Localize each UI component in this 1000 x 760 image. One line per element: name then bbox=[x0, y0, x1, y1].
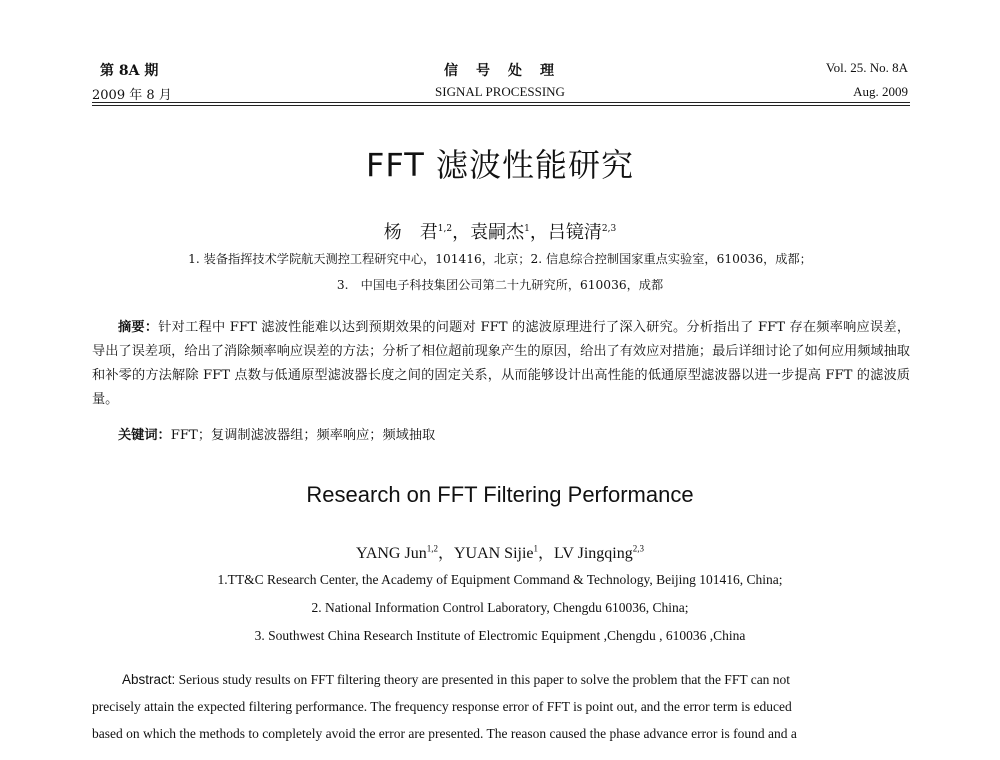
affiliation-en-line-1: 1.TT&C Research Center, the Academy of Equipment Command & Technology, Beijing 101416, China; bbox=[217, 572, 783, 587]
issue-month: Aug. 2009 bbox=[853, 84, 908, 99]
author-2-affil-en: 1 bbox=[533, 543, 539, 554]
author-3-en: ，LV Jingqing bbox=[538, 545, 633, 562]
author-2-affil-cn: 1 bbox=[524, 224, 530, 234]
journal-title-en: SIGNAL PROCESSING bbox=[435, 84, 565, 99]
author-2-en: ，YUAN Sijie bbox=[437, 545, 534, 562]
keywords-cn-label: 关键词： bbox=[118, 428, 171, 443]
affiliation-cn-line-2: 3. 中国电子科技集团公司第二十九研究所，610036，成都 bbox=[336, 278, 664, 292]
journal-title-cn: 信 号 处 理 bbox=[444, 63, 556, 79]
author-1-affil-cn: 1,2 bbox=[437, 224, 453, 234]
authors-cn bbox=[0, 218, 1000, 244]
issue-date: 2009 年 8 月 bbox=[92, 88, 172, 103]
affiliation-en-line-2: 2. National Information Control Laboratory, Chengdu 610036, China; bbox=[311, 600, 689, 615]
abstract-cn-text: 针对工程中 FFT 滤波性能难以达到预期效果的问题对 FFT 的滤波原理进行了深入研究。分析指出了 FFT 存在频率响应误差，导出了误差项，给出了消除频率响应误差的方法；分析了相位超前现象产生的原因，给出了有效应对措施；最后详细讨论了如何应用频域抽取和补零的方法解除 FFT 点数与低通原型滤波器长度之间的固定关系，从而能够设计出高性能的低通原型滤波器以进一步提高 FFT 的滤波质量。 bbox=[92, 320, 911, 407]
keywords-cn bbox=[92, 424, 910, 448]
authors-en bbox=[0, 540, 1000, 563]
author-1-cn: 杨 君 bbox=[383, 222, 438, 243]
paper-title-en: Research on FFT Filtering Performance bbox=[306, 482, 694, 507]
author-3-affil-en: 2,3 bbox=[632, 543, 644, 554]
keywords-cn-text: FFT；复调制滤波器组；频率响应；频域抽取 bbox=[170, 428, 436, 443]
abstract-en-line-1 bbox=[92, 666, 910, 693]
abstract-en-line-3: based on which the methods to completely avoid the error are presented. The reason caused the phase advance error is found and a bbox=[92, 726, 797, 741]
author-3-affil-cn: 2,3 bbox=[601, 224, 617, 234]
abstract-en-line-2: precisely attain the expected filtering performance. The frequency response error of FFT is point out, and the error term is educed bbox=[92, 699, 792, 714]
abstract-cn bbox=[92, 316, 910, 412]
paper-title-cn: FFT 滤波性能研究 bbox=[366, 146, 634, 184]
abstract-en-line-1-text: Serious study results on FFT filtering theory are presented in this paper to solve the problem that the FFT can not bbox=[175, 672, 791, 687]
abstract-en-label: Abstract: bbox=[122, 672, 176, 687]
author-2-cn: ，袁嗣杰 bbox=[452, 222, 525, 243]
abstract-cn-label: 摘要： bbox=[118, 320, 159, 335]
affiliation-cn-line-1: 1. 装备指挥技术学院航天测控工程研究中心，101416，北京；2. 信息综合控制国家重点实验室，610036，成都； bbox=[188, 252, 812, 266]
affiliation-en-line-3: 3. Southwest China Research Institute of Electromic Equipment ,Chengdu , 610036 ,China bbox=[254, 628, 746, 643]
author-1-affil-en: 1,2 bbox=[426, 543, 438, 554]
volume-number: Vol. 25. No. 8A bbox=[825, 60, 908, 75]
author-3-cn: ，吕镜清 bbox=[529, 222, 602, 243]
author-1-en: YANG Jun bbox=[356, 545, 427, 562]
issue-number: 第 8A 期 bbox=[100, 63, 159, 79]
header-rule-top bbox=[92, 102, 910, 103]
header-rule-bottom bbox=[92, 105, 910, 106]
abstract-en bbox=[92, 666, 910, 747]
